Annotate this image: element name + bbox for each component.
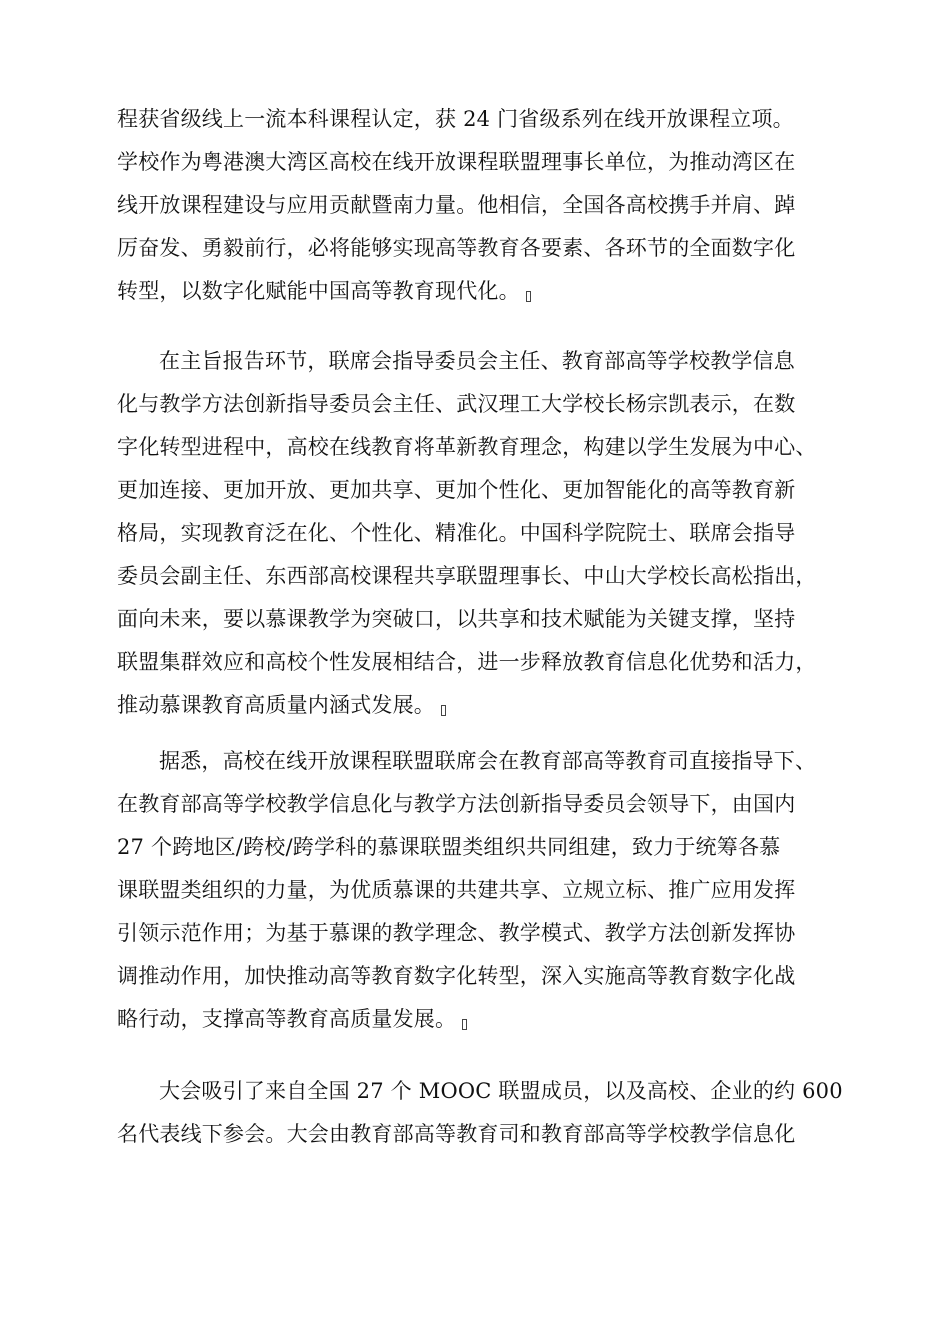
text-line-content: 转型，以数字化赋能中国高等教育现代化。 [117, 279, 520, 303]
text-line: 委员会副主任、东西部高校课程共享联盟理事长、中山大学校长高松指出， [117, 564, 817, 588]
text-line: 学校作为粤港澳大湾区高校在线开放课程联盟理事长单位，为推动湾区在 [117, 150, 796, 174]
paragraph-1 [117, 98, 857, 313]
text-line: 课联盟类组织的力量，为优质慕课的共建共享、立规立标、推广应用发挥 [117, 878, 796, 902]
text-line: 据悉，高校在线开放课程联盟联席会在教育部高等教育司直接指导下、 [159, 749, 817, 773]
text-line-last [117, 998, 857, 1041]
text-line-last [117, 270, 857, 313]
text-line: 线开放课程建设与应用贡献暨南力量。他相信，全国各高校携手并肩、踔 [117, 193, 796, 217]
text-line: 化与教学方法创新指导委员会主任、武汉理工大学校长杨宗凯表示，在数 [117, 392, 796, 416]
text-line: 面向未来，要以慕课教学为突破口，以共享和技术赋能为关键支撑，坚持 [117, 607, 796, 631]
paragraph-mark-icon [526, 291, 531, 302]
text-line: 名代表线下参会。大会由教育部高等教育司和教育部高等学校教学信息化 [117, 1122, 796, 1146]
text-line: 格局，实现教育泛在化、个性化、精准化。中国科学院院士、联席会指导 [117, 521, 796, 545]
text-line-content: 略行动，支撑高等教育高质量发展。 [117, 1007, 457, 1031]
text-line: 字化转型进程中，高校在线教育将革新教育理念，构建以学生发展为中心、 [117, 435, 817, 459]
paragraph-4 [117, 1070, 857, 1156]
text-line: 更加连接、更加开放、更加共享、更加个性化、更加智能化的高等教育新 [117, 478, 796, 502]
paragraph-mark-icon [441, 705, 446, 716]
paragraph-3 [117, 740, 857, 1041]
text-line: 引领示范作用；为基于慕课的教学理念、教学模式、教学方法创新发挥协 [117, 921, 796, 945]
text-line: 厉奋发、勇毅前行，必将能够实现高等教育各要素、各环节的全面数字化 [117, 236, 796, 260]
paragraph-mark-icon [462, 1019, 467, 1030]
text-line: 程获省级线上一流本科课程认定，获 24 门省级系列在线开放课程立项。 [117, 107, 794, 131]
text-line: 联盟集群效应和高校个性发展相结合，进一步释放教育信息化优势和活力， [117, 650, 817, 674]
text-line: 在教育部高等学校教学信息化与教学方法创新指导委员会领导下，由国内 [117, 792, 796, 816]
text-line-content: 推动慕课教育高质量内涵式发展。 [117, 693, 435, 717]
text-line: 在主旨报告环节，联席会指导委员会主任、教育部高等学校教学信息 [159, 349, 795, 373]
text-line: 大会吸引了来自全国 27 个 MOOC 联盟成员，以及高校、企业的约 600 [159, 1079, 843, 1103]
text-line: 27 个跨地区/跨校/跨学科的慕课联盟类组织共同组建，致力于统筹各慕 [117, 835, 781, 859]
text-line: 调推动作用，加快推动高等教育数字化转型，深入实施高等教育数字化战 [117, 964, 796, 988]
text-line-last [117, 684, 857, 727]
paragraph-2 [117, 340, 857, 727]
